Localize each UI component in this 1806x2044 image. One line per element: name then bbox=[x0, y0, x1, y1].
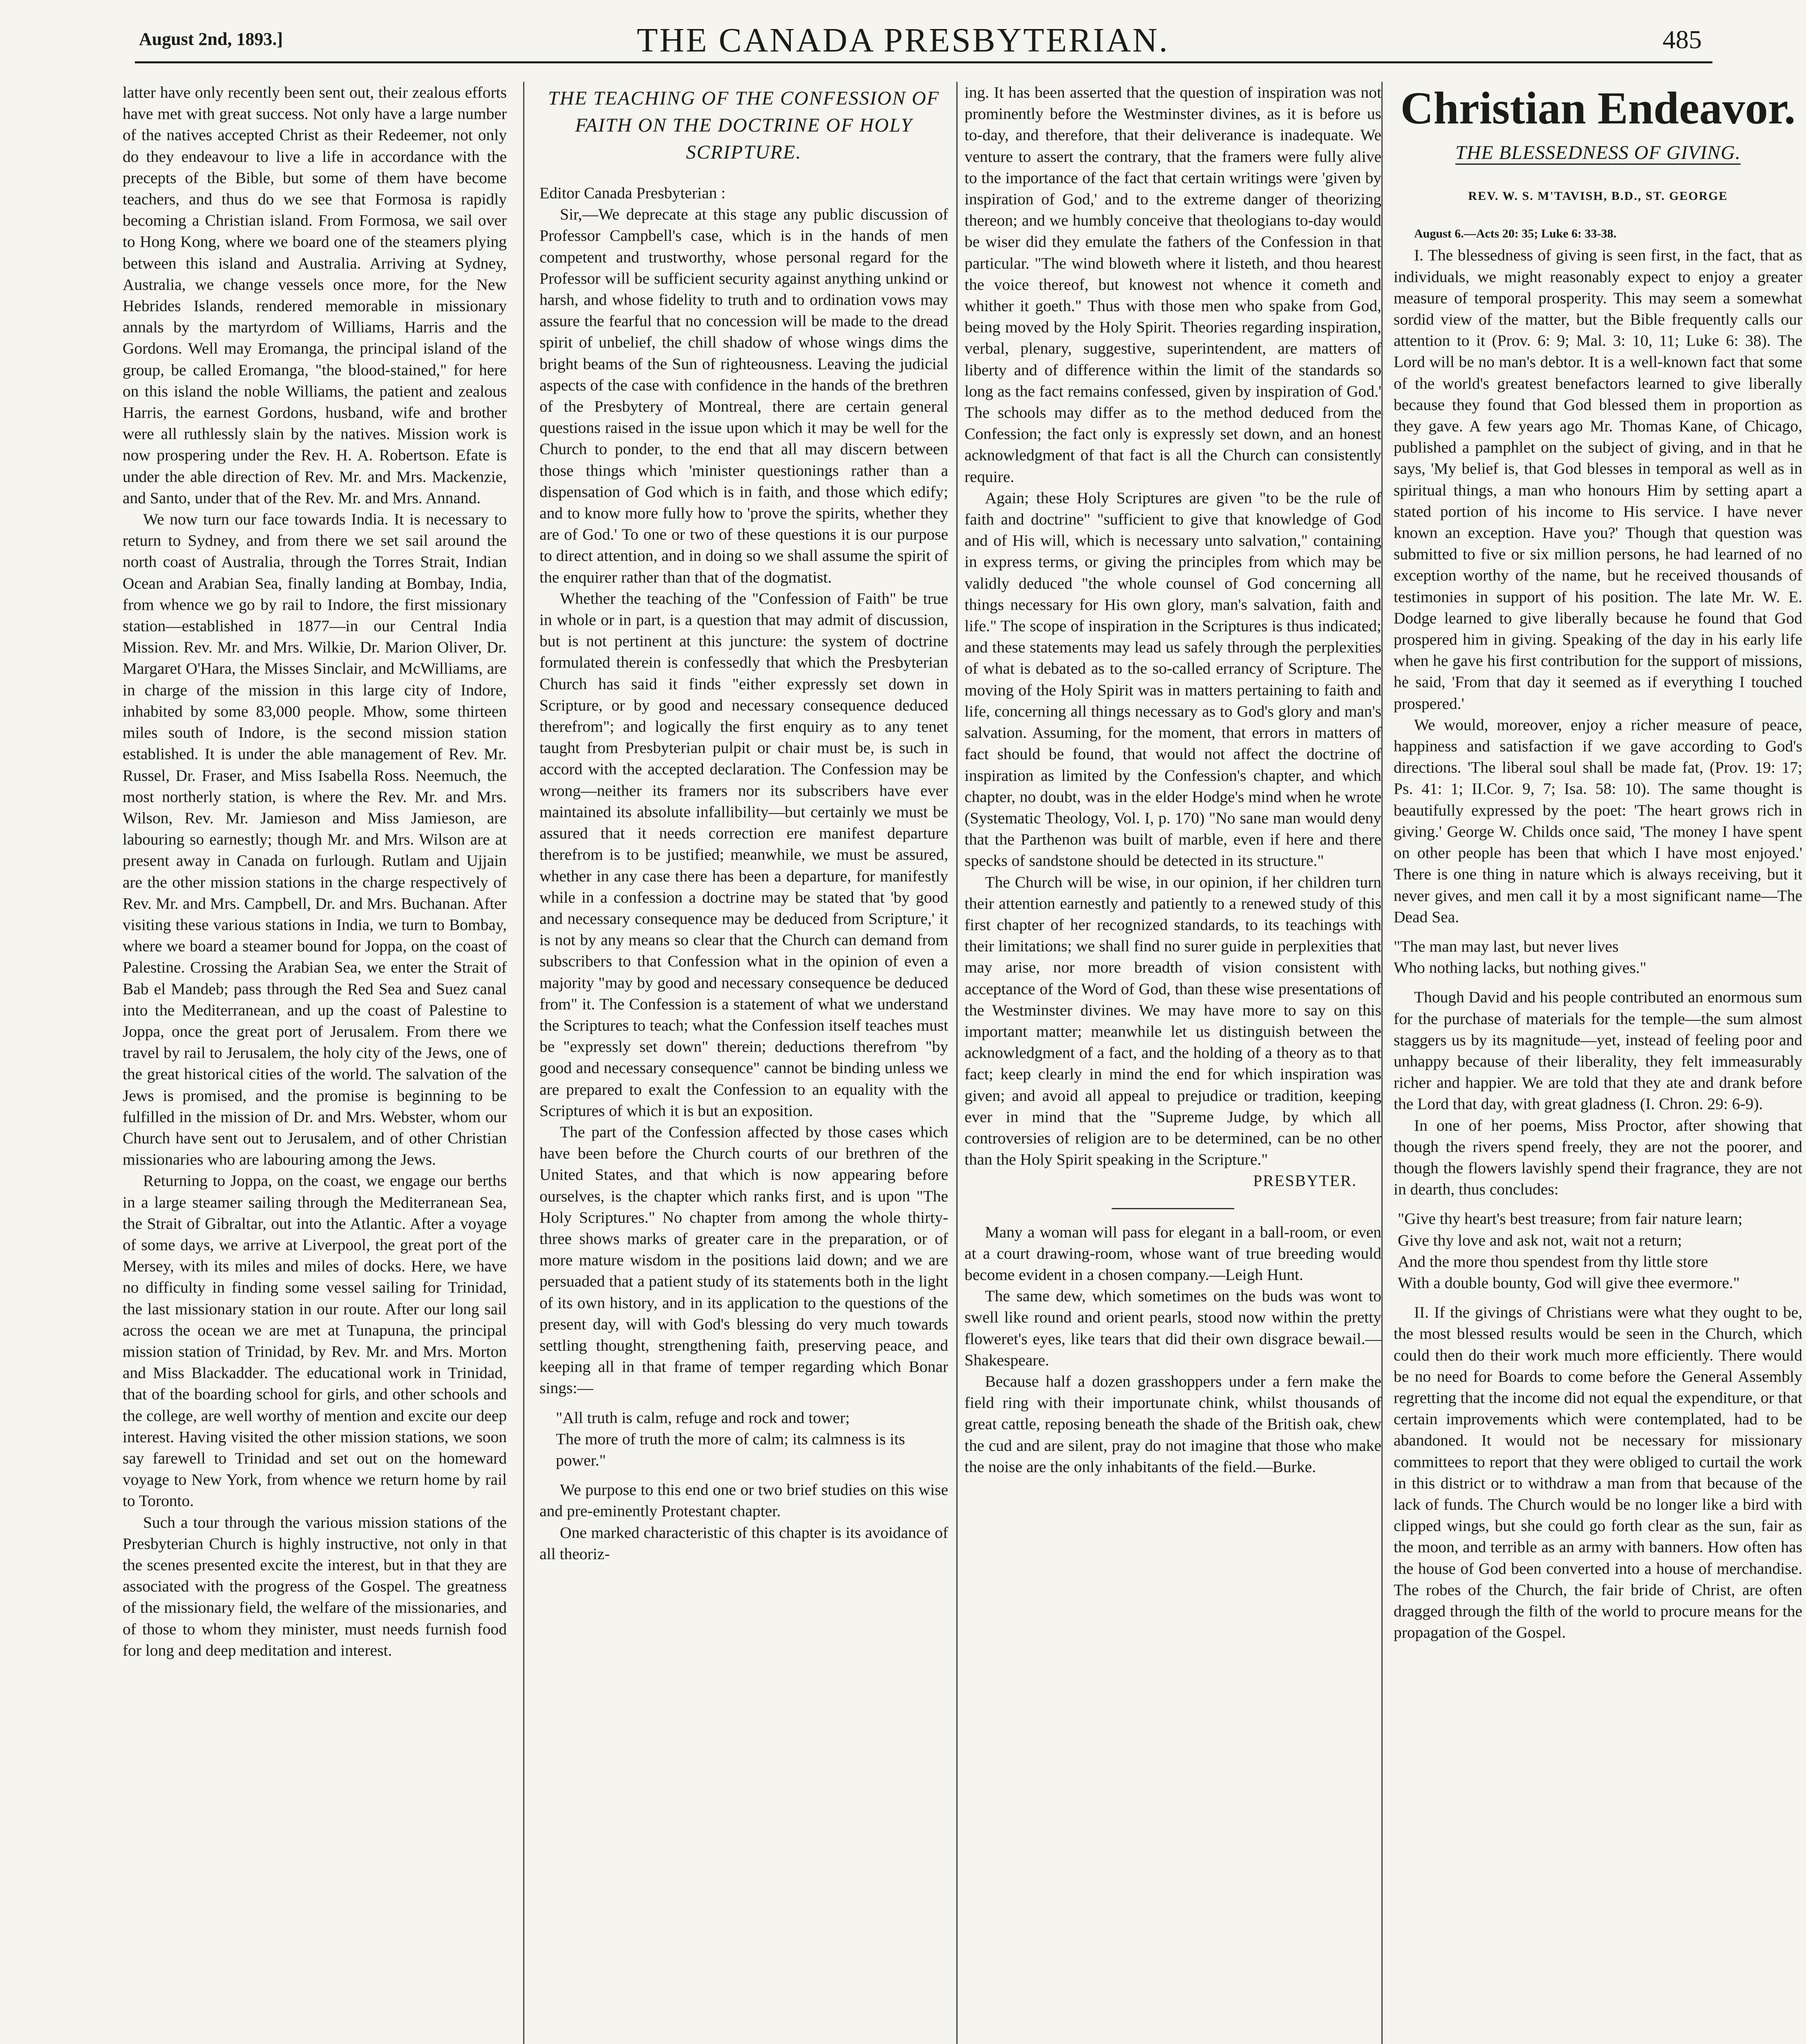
paragraph: The part of the Confession affected by those cases which have been before the Church courts of our brethren of the United States, and that which is now appearing before ourselves, is the chapter which ranks first, and is upon "The Holy Scriptures." No chapter from among the whole thirty-three shows marks of greater care in the preparation, or of more mature wisdom in the positions laid down; and we are persuaded that a patient study of its statements both in the light of its own history, and in its application to the questions of the present day, will with God's blessing do very much towards settling thought, strengthening faith, preserving peace, and keeping all in that frame of temper regarding which Bonar sings:— bbox=[539, 1123, 948, 1397]
paragraph: One marked characteristic of this chapter is its avoidance of all theoriz- bbox=[539, 1523, 948, 1563]
quotation-snippet: Because half a dozen grasshoppers under a fern make the field ring with their importunate chink, whilst thousands of great cattle, reposing beneath the shade of the British oak, chew the cud and are silent, pray do not imagine that those who make the noise are the only inhabitants of the field.—Burke. bbox=[965, 1372, 1381, 1476]
poem-line: "All truth is calm, refuge and rock and tower; bbox=[556, 1408, 850, 1427]
column-divider bbox=[523, 82, 524, 2044]
section-subheading bbox=[1394, 141, 1802, 165]
paragraph: We now turn our face towards India. It is necessary to return to Sydney, and from there we set sail around the north coast of Australia, through the Torres Strait, Indian Ocean and Arabian Sea, finally landing at Bombay, India, from whence we go by rail to Indore, the first missionary station—established in 1877—in our Central India Mission. Rev. Mr. and Mrs. Wilkie, Dr. Marion Oliver, Dr. Margaret O'Hara, the Misses Sinclair, and McWilliams, are in charge of the mission in this large city of Indore, inhabited by some 83,000 people. Mhow, some thirteen miles south of Indore, is the second mission station established. It is under the able management of Rev. Mr. Russel, Dr. Fraser, and Miss Isabella Ross. Neemuch, the most northerly station, is where the Rev. Mr. and Mrs. Wilson, Rev. Mr. Jamieson and Miss Jamieson, are labouring so earnestly; though Mr. and Mrs. Wilson are at present away in Canada on furlough. Rutlam and Ujjain are the other mission stations in the charge respectively of Rev. Mr. and Mrs. Campbell, Dr. and Mrs. Buchanan. After visiting these various stations in India, we turn to Bombay, where we board a steamer bound for Joppa, on the coast of Palestine. Crossing the Arabian Sea, we enter the Strait of Bab el Mandeb; pass through the Red Sea and Suez canal into the Mediterranean, and up the coast of Palestine to Joppa, once the great port of Jerusalem. From there we travel by rail to Jerusalem, the holy city of the Jews, one of the great historical cities of the world. The salvation of the Jews is promised, and the promise is beginning to be fulfilled in the mission of Dr. and Mrs. Webster, whom our Church have sent out to Jerusalem, and of other Christian missionaries who are labouring among the Jews. bbox=[123, 510, 507, 1169]
paragraph: Though David and his people contributed an enormous sum for the purchase of materials for the temple—the sum almost staggers us by its magnitude—yet, instead of feeling poor and unhappy because of their liberality, they felt immeasurably richer and happier. We are told that they ate and drank before the Lord that day, with great gladness (I. Chron. 29: 6-9). bbox=[1394, 988, 1802, 1113]
quotation-snippet: Many a woman will pass for elegant in a ball-room, or even at a court drawing-room, whose want of true breeding would become evident in a chosen company.—Leigh Hunt. bbox=[965, 1223, 1381, 1284]
paragraph: We purpose to this end one or two brief studies on this wise and pre-eminently Protestant chapter. bbox=[539, 1481, 948, 1520]
column-divider bbox=[1381, 82, 1383, 2044]
column-3 bbox=[965, 82, 1381, 2044]
poem-line: And the more thou spendest from thy little store bbox=[1398, 1252, 1708, 1271]
paragraph: II. If the givings of Christians were what they ought to be, the most blessed results would be seen in the Church, which could then do their work much more efficiently. There would be no need for Boards to come before the General Assembly regretting that the income did not equal the expenditure, or that certain improvements which were contemplated, had to be abandoned. It would not be necessary for missionary committees to report that they were obliged to curtail the work in this district or to withdraw a man from that because of the lack of funds. The Church would be no longer like a bird with clipped wings, but she could go forth clear as the sun, fair as the moon, and terrible as an army with banners. How often has the house of God been converted into a house of merchandise. The robes of the Church, the fair bride of Christ, are often dragged through the filth of the world to procure means for the propagation of the Gospel. bbox=[1394, 1303, 1802, 1642]
poem-quote bbox=[556, 1407, 948, 1471]
paragraph: Again; these Holy Scriptures are given "to be the rule of faith and doctrine" "sufficient to give that knowledge of God and of His will, which is necessary unto salvation," containing in express terms, or giving the principles from which may be validly deduced "the whole counsel of God concerning all things necessary for His own glory, man's salvation, faith and life." The scope of inspiration in the Scriptures is thus indicated; and these statements may lead us safely through the perplexities of what is debated as to the so-called errancy of Scripture. The moving of the Holy Spirit was in matters pertaining to faith and life, concerning all things necessary as to God's glory and man's salvation. Assuming, for the moment, that errors in matters of fact should be found, that would not affect the doctrine of inspiration as limited by the Confession's chapter, and which chapter, no doubt, was in the elder Hodge's mind when he wrote (Systematic Theology, Vol. I, p. 170) "No sane man would deny that the Parthenon was built of marble, even if here and there specks of sandstone should be detected in its structure." bbox=[965, 489, 1381, 870]
paragraph: The Church will be wise, in our opinion, if her children turn their attention earnestly and patiently to a renewed study of this first chapter of her recognized standards, to its teachings with their limitations; we shall find no surer guide in perplexities that may arise, nor more breadth of vision consistent with acceptance of the Word of God, than these wise presentations of the Westminster divines. We may have more to say on this important matter; meanwhile let us distinguish between the acknowledgment of a fact, and the holding of a theory as to that fact; keep clearly in mind the end for which inspiration was given; and avoid all appeal to prejudice or tradition, keeping ever in mind that the "Supreme Judge, by which all controversies of religion are to be determined, can be no other than the Holy Spirit speaking in the Scripture." bbox=[965, 873, 1381, 1169]
paragraph: latter have only recently been sent out, their zealous efforts have met with great success. Not only have a large number of the natives accepted Christ as their Redeemer, not only do they endeavour to live a life in accordance with the precepts of the Bible, but some of them have become teachers, and thus do we see that Formosa is rapidly becoming a Christian island. From Formosa, we sail over to Hong Kong, where we board one of the steamers plying between this island and Australia. Arriving at Sydney, Australia, we change vessels once more, for the New Hebrides Islands, rendered memorable in missionary annals by the martyrdom of Williams, Harris and the Gordons. Well may Eromanga, the principal island of the group, be called Eromanga, "the blood-stained," for here on this island the noble Williams, the patient and zealous Harris, the earnest Gordons, husband, wife and brother were all ruthlessly slain by the natives. Mission work is now prospering under the Rev. H. A. Robertson. Efate is under the able direction of Rev. Mr. and Mrs. Mackenzie, and Santo, under that of the Rev. Mr. and Mrs. Annand. bbox=[123, 83, 507, 507]
paragraph: I. The blessedness of giving is seen first, in the fact, that as individuals, we might reasonably expect to enjoy a greater measure of temporal prosperity. This may seem a somewhat sordid view of the matter, but the Bible frequently calls our attention to it (Prov. 6: 9; Mal. 3: 10, 11; Luke 6: 38). The Lord will be no man's debtor. It is a well-known fact that some of the world's greatest benefactors learned to give liberally because they found that God blessed them in proportion as they gave. A few years ago Mr. Thomas Kane, of Chicago, published a pamphlet on the subject of giving, and in that he says, 'My belief is, that God blesses in temporal as well as in spiritual things, a man who honours Him by setting apart a stated portion of his income to His service. I have never known an exception. Have you?' Though that question was submitted to five or six million persons, he had learned of no exception worthy of the name, but he received thousands of testimonies in support of his position. The late Mr. W. E. Dodge learned to give liberally because he found that God prospered him in giving. Speaking of the day in his early life when he gave his first contribution for the support of missions, he said, 'From that day it seemed as if everything I touched prospered.' bbox=[1394, 246, 1802, 713]
column-4 bbox=[1394, 82, 1802, 2044]
section-heading: Christian Endeavor. bbox=[1400, 83, 1796, 134]
poem-line: "The man may last, but never lives bbox=[1394, 937, 1619, 955]
header-rule bbox=[135, 61, 1712, 63]
column-2 bbox=[539, 82, 948, 2044]
scripture-reference: August 6.—Acts 20: 35; Luke 6: 33-38. bbox=[1414, 227, 1616, 241]
page-header bbox=[0, 0, 1806, 65]
page-number: 485 bbox=[1663, 25, 1702, 54]
paragraph: Returning to Joppa, on the coast, we engage our berths in a large steamer sailing through the Mediterranean Sea, the Strait of Gibraltar, out into the Atlantic. After a voyage of some days, we arrive at Liverpool, the great port of the Mersey, with its miles and miles of docks. Here, we have no difficulty in finding some vessel sailing for Trinidad, the last missionary station in our route. After our long sail across the ocean we are met at Tunapuna, the principal mission station of Trinidad, by Rev. Mr. and Mrs. Morton and Miss Blackadder. The educational work in Trinidad, that of the boarding school for girls, and other schools and the college, are well worthy of mention and excite our deep interest. Having visited the other mission stations, we soon say farewell to Trinidad and set out on the homeward voyage to New York, from whence we return home by rail to Toronto. bbox=[123, 1172, 507, 1510]
poem-line: Who nothing lacks, but nothing gives." bbox=[1394, 959, 1647, 977]
paragraph: ing. It has been asserted that the question of inspiration was not prominently before the Westminster divines, as it is before us to-day, and therefore, that their deliverance is inadequate. We venture to assert the contrary, that the framers were fully alive to the importance of the fact that certain writings were 'given by inspiration of God,' and to the extreme danger of theorizing thereon; and we humbly conceive that theologians to-day would be wiser did they emulate the fathers of the Confession in that particular. "The wind bloweth where it listeth, and thou hearest the voice thereof, but knowest not whence it cometh and whither it goeth." Thus with those men who spake from God, being moved by the Holy Spirit. Theories regarding inspiration, verbal, plenary, suggestive, superintendent, are matters of liberty and of difference within the limit of the standards so long as the fact remains confessed, given by inspiration of God.' The schools may differ as to the method deduced from the Confession; the fact only is expressly set down, and an honest acknowledgment of that fact is all the Church can consistently require. bbox=[965, 83, 1381, 486]
paragraph: Whether the teaching of the "Confession of Faith" be true in whole or in part, is a question that may admit of discussion, but is not pertinent at this juncture: the system of doctrine formulated therein is confessedly that which the Presbyterian Church has said it finds "either expressly set down in Scripture, or by good and necessary consequence deduced therefrom"; and logically the first enquiry as to any tenet taught from Presbyterian pulpit or chair must be, is such in accord with the accepted declaration. The Confession may be wrong—neither its framers nor its subscribers have ever maintained its absolute infallibility—but certainly we must be assured that it needs correction ere manifest departure therefrom is to be justified; meanwhile, we must be assured, whether in any case there has been a departure, for manifestly while in a confession a doctrine may be stated that 'by good and necessary consequence may be deduced from Scripture,' it is not by any means so clear that the Church can demand from subscribers to that Confession what in the opinion of even a majority "may by good and necessary consequence be deduced from" it. The Confession is a statement of what we understand the Scriptures to teach; what the Confession itself teaches must be "expressly set down" therein; deductions therefrom "by good and necessary consequence" cannot be binding unless we are prepared to exalt the Confession to an equality with the Scriptures of which it is but an exposition. bbox=[539, 589, 948, 1120]
paragraph: Sir,—We deprecate at this stage any public discussion of Professor Campbell's case, which is in the hands of men competent and trustworthy, whose personal regard for the Professor will be sufficient security against anything unkind or harsh, and whose fidelity to truth and to ordination vows may assure the fearful that no concession will be made to the dread spirit of unbelief, the chill shadow of whose wings dims the bright beams of the Sun of righteousness. Leaving the judicial aspects of the case with confidence in the hands of the brethren of the Presbytery of Montreal, there are certain general questions raised in the issue upon which it may be well for the Church to ponder, to the end that all may discern between those things which 'minister questionings rather than a dispensation of God which is in faith, and those which edify; and to know more fully how to 'prove the spirits, whether they are of God.' To one or two of these questions it is our purpose to direct attention, and in doing so we shall assume the spirit of the enquirer rather than that of the dogmatist. bbox=[539, 205, 948, 586]
signature: PRESBYTER. bbox=[1253, 1172, 1357, 1190]
article-title: THE TEACHING OF THE CONFESSION OF FAITH ON THE DOCTRINE OF HOLY SCRIPTURE. bbox=[548, 87, 940, 163]
poem-quote bbox=[1398, 1208, 1802, 1293]
paragraph: In one of her poems, Miss Proctor, after showing that though the rivers spend freely, they are not the poorer, and though the flowers lavishly spend their fragrance, they are not in dearth, thus concludes: bbox=[1394, 1116, 1802, 1199]
poem-line: Give thy love and ask not, wait not a return; bbox=[1398, 1231, 1682, 1249]
newspaper-title: THE CANADA PRESBYTERIAN. bbox=[637, 21, 1169, 59]
issue-date: August 2nd, 1893.] bbox=[139, 29, 283, 49]
column-1 bbox=[123, 82, 507, 2044]
salutation: Editor Canada Presbyterian : bbox=[539, 184, 726, 202]
section-rule bbox=[1112, 1208, 1234, 1209]
paragraph: We would, moreover, enjoy a richer measure of peace, happiness and satisfaction if we gave according to God's directions. 'The liberal soul shall be made fat, (Prov. 19: 17; Ps. 41: 1; II.Cor. 9, 7; Isa. 58: 10). The same thought is beautifully expressed by the poet: 'The heart grows rich in giving.' George W. Childs once said, 'The money I have spent on other people has been that which I have most enjoyed.' There is one thing in nature which is always receiving, but it never gives, and men call it by a most significant name—The Dead Sea. bbox=[1394, 715, 1802, 926]
poem-line: With a double bounty, God will give thee evermore." bbox=[1398, 1273, 1740, 1292]
author-line: REV. W. S. M'TAVISH, B.D., ST. GEORGE bbox=[1468, 189, 1728, 203]
poem-line: "Give thy heart's best treasure; from fair nature learn; bbox=[1398, 1210, 1743, 1228]
paragraph: Such a tour through the various mission stations of the Presbyterian Church is highly instructive, not only in that the scenes presented excite the interest, but in that they are associated with the progress of the Gospel. The greatness of the missionary field, the welfare of the missionaries, and of those to whom they minister, must needs furnish food for long and deep meditation and interest. bbox=[123, 1513, 507, 1659]
subheading-text: THE BLESSEDNESS OF GIVING. bbox=[1455, 142, 1741, 165]
quotation-snippet: The same dew, which sometimes on the buds was wont to swell like round and orient pearls, stood now within the pretty floweret's eyes, like tears that did their own disgrace bewail.—Shakespeare. bbox=[965, 1287, 1381, 1369]
poem-line: The more of truth the more of calm; its calmness is its power." bbox=[556, 1430, 905, 1469]
couplet-quote bbox=[1394, 936, 1802, 978]
column-divider bbox=[956, 82, 958, 2044]
